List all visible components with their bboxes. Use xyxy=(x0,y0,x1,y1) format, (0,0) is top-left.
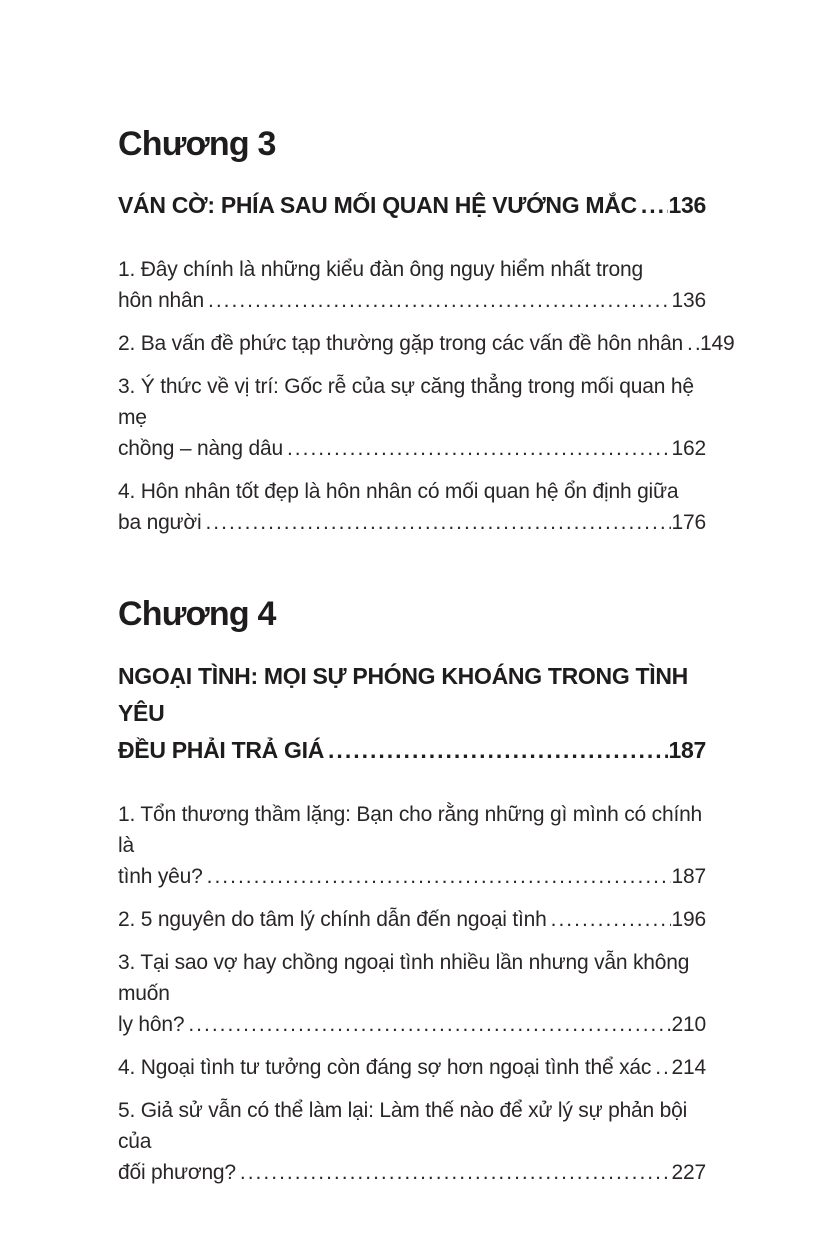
toc-entry xyxy=(118,799,706,892)
toc-entry-text: 3. Tại sao vợ hay chồng ngoại tình nhiều lần nhưng vẫn không muốn xyxy=(118,950,690,1005)
dot-leader xyxy=(641,187,668,224)
chapter-title-text: ĐỀU PHẢI TRẢ GIÁ xyxy=(118,736,325,763)
dot-leader xyxy=(188,1009,670,1040)
toc-entry-text: 1. Tổn thương thầm lặng: Bạn cho rằng những gì mình có chính là xyxy=(118,802,703,857)
dot-leader xyxy=(655,1052,670,1083)
dot-leader xyxy=(207,861,671,892)
toc-entry xyxy=(118,904,706,935)
toc-entry-text: 1. Đây chính là những kiểu đàn ông nguy hiểm nhất trong xyxy=(118,258,643,282)
toc-entry-text: hôn nhân xyxy=(118,289,204,313)
toc-entry-text: 2. Ba vấn đề phức tạp thường gặp trong các vấn đề hôn nhân xyxy=(118,332,684,356)
page-number: 136 xyxy=(671,289,706,313)
dot-leader xyxy=(328,732,667,769)
page-number: 187 xyxy=(668,736,706,763)
chapter-heading: Chương 4 xyxy=(118,595,276,634)
page-number: 227 xyxy=(671,1160,706,1184)
toc-entry-text: 3. Ý thức về vị trí: Gốc rễ của sự căng thẳng trong mối quan hệ mẹ xyxy=(118,375,694,430)
toc-entry xyxy=(118,1095,706,1188)
toc-entry-text: tình yêu? xyxy=(118,864,203,888)
toc-entry xyxy=(118,254,706,316)
chapter-section-4 xyxy=(118,596,706,1187)
page-number: 162 xyxy=(671,437,706,461)
page-number: 210 xyxy=(671,1012,706,1036)
toc-entry-text: 5. Giả sử vẫn có thể làm lại: Làm thế nào để xử lý sự phản bội của xyxy=(118,1098,688,1153)
dot-leader xyxy=(205,507,670,538)
dot-leader xyxy=(240,1157,671,1188)
chapter-title xyxy=(118,187,706,224)
dot-leader xyxy=(208,285,671,316)
dot-leader xyxy=(551,904,671,935)
toc-entry-text: chồng – nàng dâu xyxy=(118,437,283,461)
toc-entry xyxy=(118,328,735,359)
page-number: 149 xyxy=(700,332,735,356)
toc-entry-text: đối phương? xyxy=(118,1160,236,1184)
toc-entry xyxy=(118,1052,706,1083)
page-number: 187 xyxy=(671,864,706,888)
chapter-title xyxy=(118,658,706,769)
toc-entry-text: 4. Ngoại tình tư tưởng còn đáng sợ hơn ngoại tình thể xác xyxy=(118,1055,652,1079)
page-number: 196 xyxy=(671,907,706,931)
dot-leader xyxy=(687,328,699,359)
page-number: 176 xyxy=(671,511,706,535)
page-number: 214 xyxy=(671,1055,706,1079)
toc-entry xyxy=(118,947,706,1040)
toc-entry xyxy=(118,371,706,464)
toc-entry xyxy=(118,476,706,538)
toc-entry-text: 2. 5 nguyên do tâm lý chính dẫn đến ngoại tình xyxy=(118,907,547,931)
toc-entry-text: 4. Hôn nhân tốt đẹp là hôn nhân có mối quan hệ ổn định giữa xyxy=(118,480,679,504)
chapter-section-3 xyxy=(118,125,735,538)
page-number: 136 xyxy=(668,192,706,219)
toc-entry-text: ly hôn? xyxy=(118,1012,185,1036)
chapter-title-text: NGOẠI TÌNH: MỌI SỰ PHÓNG KHOÁNG TRONG TÌNH YÊU xyxy=(118,662,688,726)
toc-entry-text: ba người xyxy=(118,511,202,535)
chapter-title-text: VÁN CỜ: PHÍA SAU MỐI QUAN HỆ VƯỚNG MẮC xyxy=(118,192,637,219)
chapter-heading: Chương 3 xyxy=(118,125,276,163)
dot-leader xyxy=(287,433,671,464)
